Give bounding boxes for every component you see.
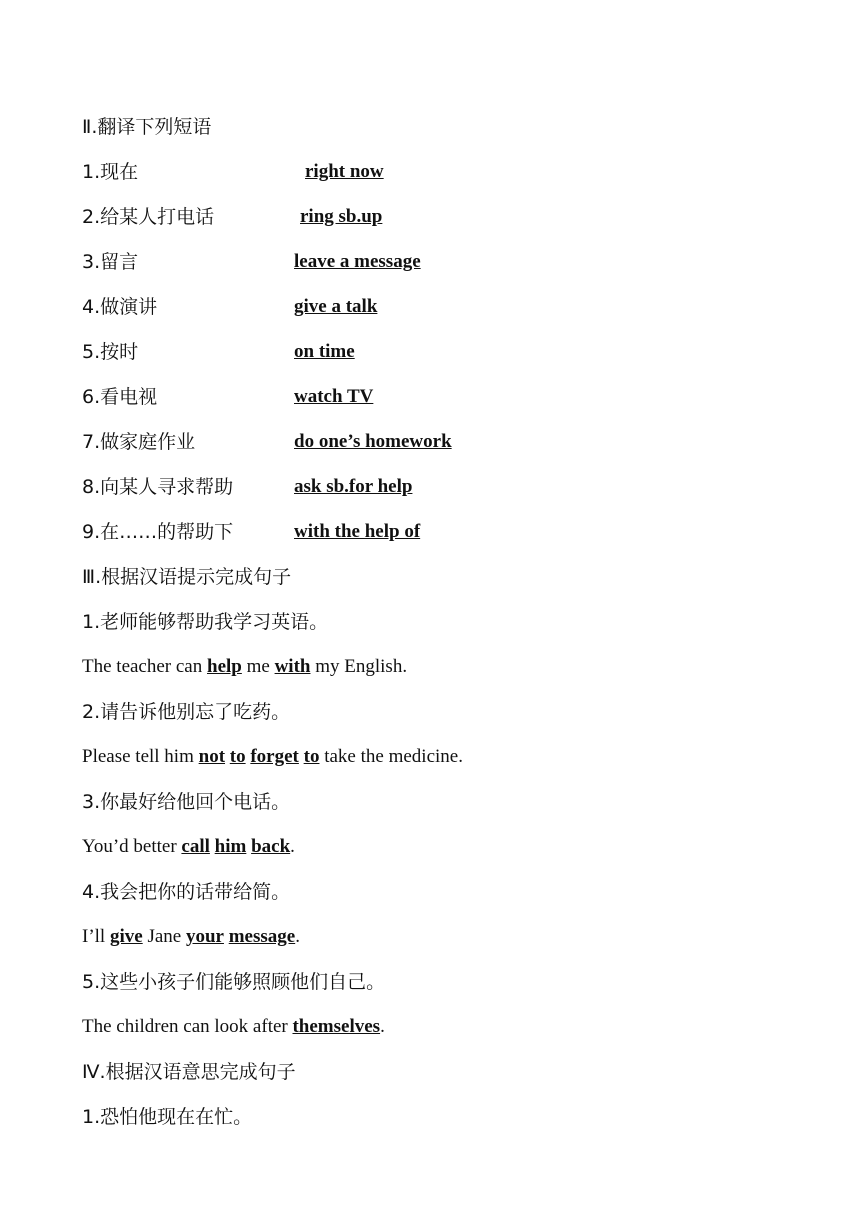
sentence-text: take the medicine. bbox=[319, 746, 463, 767]
question-cn: 1.老师能够帮助我学习英语。 bbox=[82, 611, 329, 633]
sentence-text: I’ll bbox=[82, 926, 110, 947]
question-cn: 2.请告诉他别忘了吃药。 bbox=[82, 701, 291, 723]
question-en bbox=[82, 925, 300, 949]
phrase-answer: on time bbox=[294, 341, 355, 362]
phrase-row-6 bbox=[82, 385, 374, 409]
sentence-text: my English. bbox=[310, 656, 408, 677]
question-cn: 4.我会把你的话带给简。 bbox=[82, 881, 291, 903]
section3-heading: Ⅲ.根据汉语提示完成句子 bbox=[82, 566, 292, 588]
sentence-text: . bbox=[380, 1016, 385, 1037]
sentence-text: Please tell him bbox=[82, 746, 199, 767]
phrase-cn: 3.留言 bbox=[82, 251, 139, 273]
phrase-row-4 bbox=[82, 295, 378, 319]
sentence-text: You’d better bbox=[82, 836, 182, 857]
phrase-cn: 4.做演讲 bbox=[82, 296, 158, 318]
question-cn: 5.这些小孩子们能够照顾他们自己。 bbox=[82, 971, 386, 993]
phrase-row-9 bbox=[82, 520, 421, 544]
phrase-answer: ask sb.for help bbox=[294, 476, 413, 497]
phrase-row-3 bbox=[82, 250, 421, 274]
phrase-row-2 bbox=[82, 205, 383, 229]
answer-blank: to bbox=[229, 746, 246, 767]
question-en bbox=[82, 655, 407, 679]
question-en bbox=[82, 835, 295, 859]
sentence-text: The children can look after bbox=[82, 1016, 293, 1037]
phrase-cn: 9.在……的帮助下 bbox=[82, 521, 234, 543]
phrase-row-1 bbox=[82, 160, 384, 184]
answer-blank: call bbox=[181, 836, 210, 857]
answer-blank: message bbox=[228, 926, 296, 947]
phrase-row-8 bbox=[82, 475, 413, 499]
phrase-row-5 bbox=[82, 340, 355, 364]
sentence-text: Jane bbox=[142, 926, 186, 947]
phrase-answer: watch TV bbox=[294, 386, 374, 407]
phrase-cn: 2.给某人打电话 bbox=[82, 206, 215, 228]
answer-blank: not bbox=[198, 746, 226, 767]
phrase-cn: 8.向某人寻求帮助 bbox=[82, 476, 234, 498]
answer-blank: help bbox=[207, 656, 242, 677]
answer-blank: back bbox=[251, 836, 291, 857]
question-en bbox=[82, 745, 463, 769]
answer-blank: your bbox=[185, 926, 224, 947]
answer-blank: themselves bbox=[292, 1016, 381, 1037]
phrase-row-7 bbox=[82, 430, 452, 454]
phrase-cn: 1.现在 bbox=[82, 161, 139, 183]
phrase-cn: 7.做家庭作业 bbox=[82, 431, 196, 453]
answer-blank: him bbox=[214, 836, 247, 857]
sentence-text: . bbox=[295, 926, 300, 947]
answer-blank: forget bbox=[250, 746, 299, 767]
answer-blank: with bbox=[274, 656, 311, 677]
phrase-answer: leave a message bbox=[294, 251, 421, 272]
section2-heading: Ⅱ.翻译下列短语 bbox=[82, 116, 212, 138]
phrase-answer: give a talk bbox=[294, 296, 378, 317]
phrase-answer: ring sb.up bbox=[300, 206, 383, 227]
phrase-cn: 5.按时 bbox=[82, 341, 139, 363]
phrase-answer: with the help of bbox=[294, 521, 421, 542]
section4-heading: Ⅳ.根据汉语意思完成句子 bbox=[82, 1061, 296, 1083]
question-cn: 3.你最好给他回个电话。 bbox=[82, 791, 291, 813]
sentence-text: me bbox=[241, 656, 275, 677]
phrase-cn: 6.看电视 bbox=[82, 386, 158, 408]
answer-blank: to bbox=[303, 746, 320, 767]
answer-blank: give bbox=[109, 926, 143, 947]
sentence-text: . bbox=[290, 836, 295, 857]
question-cn: 1.恐怕他现在在忙。 bbox=[82, 1106, 253, 1128]
question-en bbox=[82, 1015, 385, 1039]
sentence-text: The teacher can bbox=[82, 656, 207, 677]
phrase-answer: right now bbox=[305, 161, 384, 182]
phrase-answer: do one’s homework bbox=[294, 431, 452, 452]
